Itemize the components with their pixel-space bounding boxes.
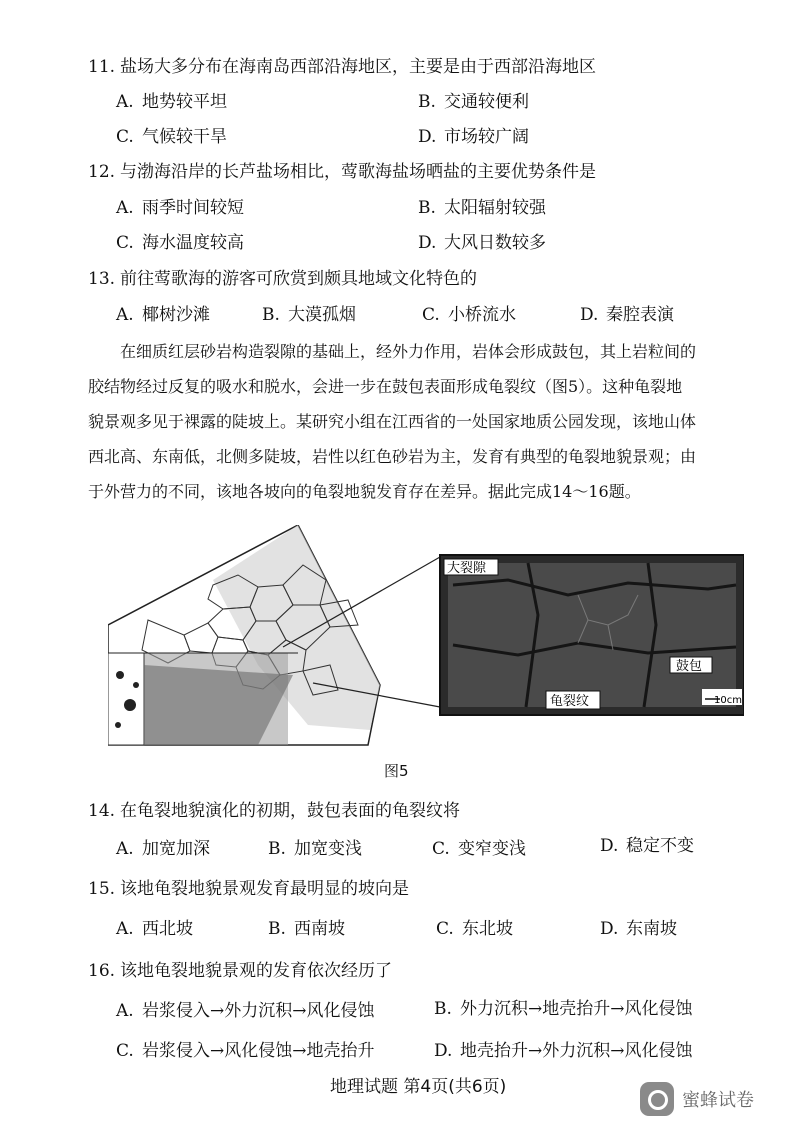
bee-logo-icon [640,1082,674,1116]
question-number: 16. [88,961,116,981]
question-stem: 前往莺歌海的游客可欣赏到颇具地域文化特色的 [120,269,477,289]
question-11 [88,56,596,78]
reading-passage [88,334,768,509]
q14-option-a: A. 加宽加深 [116,839,210,859]
q13-option-a: A. 椰树沙滩 [116,305,210,325]
q11-option-b: B. 交通较便利 [418,92,529,112]
passage-line: 胶结物经过反复的吸水和脱水，会进一步在鼓包表面形成龟裂纹（图5）。这种龟裂地 [88,377,683,396]
q11-option-a: A. 地势较平坦 [116,92,227,112]
q15-option-a: A. 西北坡 [116,919,193,939]
q13-option-d: D. 秦腔表演 [580,305,674,325]
passage-line: 于外营力的不同，该地各坡向的龟裂地貌发育存在差异。据此完成14～16题。 [88,482,641,501]
q16-option-d: D. 地壳抬升→外力沉积→风化侵蚀 [434,1041,693,1061]
q15-option-c: C. 东北坡 [436,919,513,939]
passage-line: 貌景观多见于裸露的陡坡上。某研究小组在江西省的一处国家地质公园发现，该地山体 [88,412,697,431]
scale-label: 10cm [714,695,742,706]
label-bulge: 鼓包 [676,659,703,674]
q13-option-b: B. 大漠孤烟 [262,305,356,325]
outcrop-sketch [108,525,380,745]
q11-option-d: D. 市场较广阔 [418,127,529,147]
q13-option-c: C. 小桥流水 [422,305,516,325]
q14-option-b: B. 加宽变浅 [268,839,362,859]
question-stem: 盐场大多分布在海南岛西部沿海地区，主要是由于西部沿海地区 [120,57,596,77]
q15-option-d: D. 东南坡 [600,919,677,939]
figure-5-crack-landform [108,525,744,747]
question-number: 14. [88,801,116,821]
label-big-crack: 大裂隙 [447,561,487,576]
q12-option-c: C. 海水温度较高 [116,233,244,253]
question-stem: 与渤海沿岸的长芦盐场相比，莺歌海盐场晒盐的主要优势条件是 [120,162,596,182]
q12-option-a: A. 雨季时间较短 [116,198,244,218]
q12-option-b: B. 太阳辐射较强 [418,198,546,218]
question-15 [88,878,409,900]
question-number: 13. [88,269,116,289]
question-number: 11. [88,57,116,77]
q16-option-c: C. 岩浆侵入→风化侵蚀→地壳抬升 [116,1041,375,1061]
q16-option-a: A. 岩浆侵入→外力沉积→风化侵蚀 [116,1001,375,1021]
q16-option-b: B. 外力沉积→地壳抬升→风化侵蚀 [434,999,693,1019]
question-number: 12. [88,162,116,182]
q14-option-d: D. 稳定不变 [600,836,694,856]
watermark-text: 蜜蜂试卷 [682,1090,754,1111]
question-stem: 该地龟裂地貌景观的发育依次经历了 [120,961,392,981]
question-stem: 该地龟裂地貌景观发育最明显的坡向是 [120,879,409,899]
label-crack-pattern: 龟裂纹 [550,694,590,709]
question-stem: 在龟裂地貌演化的初期，鼓包表面的龟裂纹将 [120,801,460,821]
q15-option-b: B. 西南坡 [268,919,345,939]
q11-option-c: C. 气候较干旱 [116,127,227,147]
question-14 [88,800,460,822]
passage-line: 西北高、东南低，北侧多陡坡，岩性以红色砂岩为主，发育有典型的龟裂地貌景观；由 [88,447,697,466]
passage-line: 在细质红层砂岩构造裂隙的基础上，经外力作用，岩体会形成鼓包，其上岩粒间的 [120,342,697,361]
question-number: 15. [88,879,116,899]
question-13 [88,268,477,290]
q14-option-c: C. 变窄变浅 [432,839,526,859]
figure-caption: 图5 [384,762,409,780]
watermark [640,1082,754,1116]
question-16 [88,960,392,982]
question-12 [88,161,596,183]
page-footer: 地理试题 第4页(共6页) [330,1077,507,1097]
q12-option-d: D. 大风日数较多 [418,233,546,253]
